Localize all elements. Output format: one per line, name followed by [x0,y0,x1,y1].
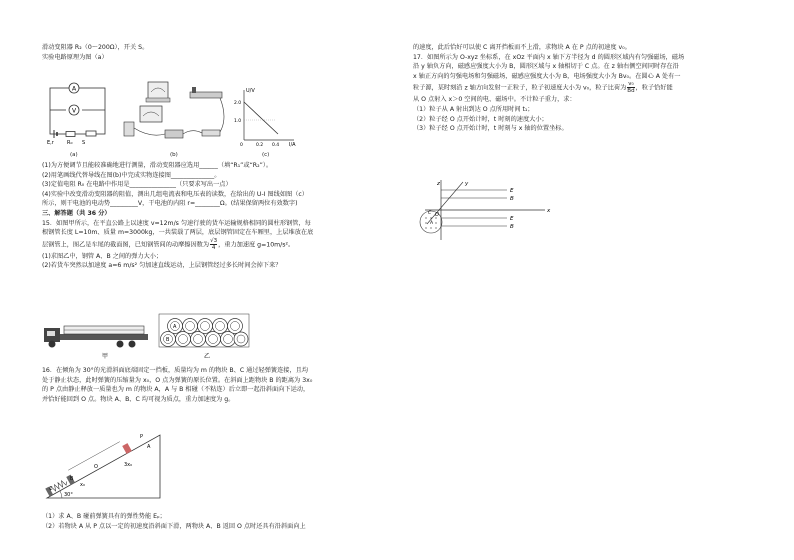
resistor-r0-symbol [66,132,75,137]
switch-label: S [82,140,86,146]
field-figure [413,178,553,244]
text-line: 处于静止状态，此时弹簧的压缩量为 x₀，O 点为弹簧的原长位置。在斜面上距物块 B 的距离为 3x₀ [42,376,313,384]
text-line: (1)求图乙中，钢管 A、B 之间的弹力大小； [42,252,163,260]
wheel [117,341,124,348]
label-e-top: E [510,188,514,194]
text-line: 实验电路原理为图（a） [42,53,108,61]
left-column-q16-questions [42,512,397,531]
ammeter-meter [140,106,162,122]
label-e-bottom: E [510,216,514,222]
battery-holder [165,130,183,138]
ui-line [244,102,278,134]
label-a: A [430,221,434,226]
wheel [49,341,56,348]
fraction-denominator: 4 [211,244,216,251]
text-line: 所示，则干电池的电动势_________V，干电池的内阻 r=________Ω。(结果保留两位有效数字) [42,200,298,208]
text-line: 滑动变阻器 R₂（0～200Ω），开关 S。 [42,44,149,51]
y-axis [427,182,463,224]
ui-graph-c [234,84,299,148]
resistor-device [124,122,134,136]
text-line: (2)若货车突然以加速度 a=6 m/s² 匀加速直线运动，上层钢管经过多长时间会掉下来？ [42,262,282,270]
text-line: 从 O 点射入 x＞0 空间的电、磁场中。不计粒子重力，求： [413,96,576,104]
angle-label: 30° [64,492,73,498]
label-c: C [428,211,432,216]
voltmeter-meter [148,82,168,99]
circuit-diagram-a [42,80,117,148]
tick-label-x: 0.2 [256,143,264,148]
text-line: 17．如图所示为 O-xyz 坐标系，在 xOz 平面内 x 轴下方半径为 d 的圆形区域内有匀强磁场，磁场 [413,53,685,61]
axis-label-x: x [547,208,551,214]
label-a: A [147,444,151,450]
text-line: x 轴正方向的匀强电场和匀强磁场，磁感应强度大小为 B，电场强度大小为 Bv₀。在圆心 A 处有一 [413,72,681,80]
label-p: P [140,434,144,440]
axis-label-y: y [465,181,469,187]
right-column [413,43,763,134]
label-3x0: 3x₀ [124,462,133,468]
label-o: O [94,464,98,470]
left-column-questions [42,161,397,271]
pipe-label-a: A [173,324,177,330]
text-span: 层钢管上，图乙是车尾的截面图，已知钢管间的动摩擦因数为 [42,241,210,249]
axis-label-z: z [437,181,440,187]
text-line [413,81,763,95]
truck-bed [60,334,148,340]
fraction-numerator: v₀ [628,81,634,88]
switch-device [202,130,220,136]
label-b-top: B [510,196,514,202]
axis-label-u: U/V [246,88,255,94]
tick-label-y: 2.0 [234,101,242,106]
wheel [129,341,136,348]
text-line: (3)定值电阻 R₀ 在电路中作用是_______________（只要求写出一点） [42,181,232,189]
text-line: 15．如图甲所示，在平直公路上以速度 v=12m/s 匀速行驶的货车运输规格相同的圆柱形钢管，每 [42,219,311,227]
label-o: O [435,212,439,218]
truck-figure [42,316,152,360]
block-a [122,443,132,454]
text-line: （2）若物块 A 从 P 点以一定的初速度沿斜面下滑，两物块 A、B 返回 O 点时还具有沿斜面向上 [42,522,306,530]
apparatus-diagram-b [120,78,230,150]
text-line: 的速度，此后恰好可以使 C 离开挡板而不上滑，求物块 A 在 P 点的初速度 v₀。 [413,44,631,51]
text-line: 16．在倾角为 30°的光滑斜面底端固定一挡板，质量均为 m 的物块 B、C 通过轻弹簧连接，且均 [42,367,309,374]
text-line: （3）粒子经 O 点开始计时，t 时刻与 x 轴的位置坐标。 [413,125,568,133]
text-line: 根钢管长度 L=10m、质量 m=3000kg，一共装载了两层，底层钢管固定在车厢里，上层堆放在底 [42,229,314,237]
battery-label: E,r [47,140,54,146]
text-line: （2）粒子经 O 点开始计时，t 时刻的速度大小； [413,115,548,123]
section-heading: 三、解答题（共 36 分） [42,210,111,218]
pipe-cross-section [157,312,257,362]
caption-a: (a) [70,152,78,158]
text-line: （1）粒子从 A 射出到达 O 点所用时间 t₁； [413,106,534,114]
text-span: ，粒子恰好能 [635,84,673,92]
fraction-numerator: √3 [210,237,218,244]
fraction-denominator: Bd [627,88,635,95]
label-x0: x₀ [80,482,85,488]
text-line: 沿 y 轴负方向，磁感应强度大小为 B，圆形区域与 x 轴相切于 C 点。在 z 轴右侧空间同时存在沿 [413,63,679,71]
tick-label-x: 0.4 [272,143,280,148]
voltmeter-label: V [72,107,77,115]
label-c: C [49,486,53,492]
left-column-q16 [42,366,397,404]
text-line: (4)实验中改变滑动变阻器的阻值，测出几组电流表和电压表的读数，在给出的 U-I 图线如图（c） [42,190,308,198]
text-line: （1）求 A、B 碰前弹簧具有的弹性势能 Eₚ； [42,513,166,520]
rheostat-symbol [86,131,96,136]
text-span: 粒子源，某时刻沿 z 轴方向发射一正粒子，粒子初速度大小为 v₀，粒子比荷为 [413,84,627,92]
label-b-bottom: B [510,224,514,230]
tick-label-y: 1.0 [234,119,242,124]
figure-label-yi: 乙 [204,353,211,360]
text-line: (1)为方便调节且能较准确地进行测量，滑动变阻器应选用______（填“R₁”或“R₂”）。 [42,162,273,169]
incline-surface [47,435,160,498]
caption-c: (c) [262,152,270,158]
incline-figure [42,420,167,505]
figure-label-jia: 甲 [102,353,109,360]
label-b: B [70,476,74,482]
fraction-charge-ratio [627,81,634,94]
left-column [42,43,397,62]
text-line: 的 P 点由静止释放一质量也为 m 的物块 A，A 与 B 相碰（不粘连）后立即一起沿斜面向下运动， [42,386,310,394]
caption-b: (b) [170,152,178,158]
ammeter-label: A [72,85,77,93]
text-span: ，重力加速度 g=10m/s²。 [218,241,295,249]
origin-label: 0 [240,143,243,148]
text-line [42,238,397,252]
r0-label: R₀ [67,140,73,146]
text-line: 并恰好能回到 O 点。物块 A、B、C 均可视为质点，重力加速度为 g。 [42,395,235,403]
fraction-mu [210,238,217,251]
pipe-label-b: B [166,337,170,343]
text-line: (2)用笔画线代替导线在图(b)中完成实物连接图______________。 [42,171,221,179]
axis-label-i: I/A [289,142,296,148]
